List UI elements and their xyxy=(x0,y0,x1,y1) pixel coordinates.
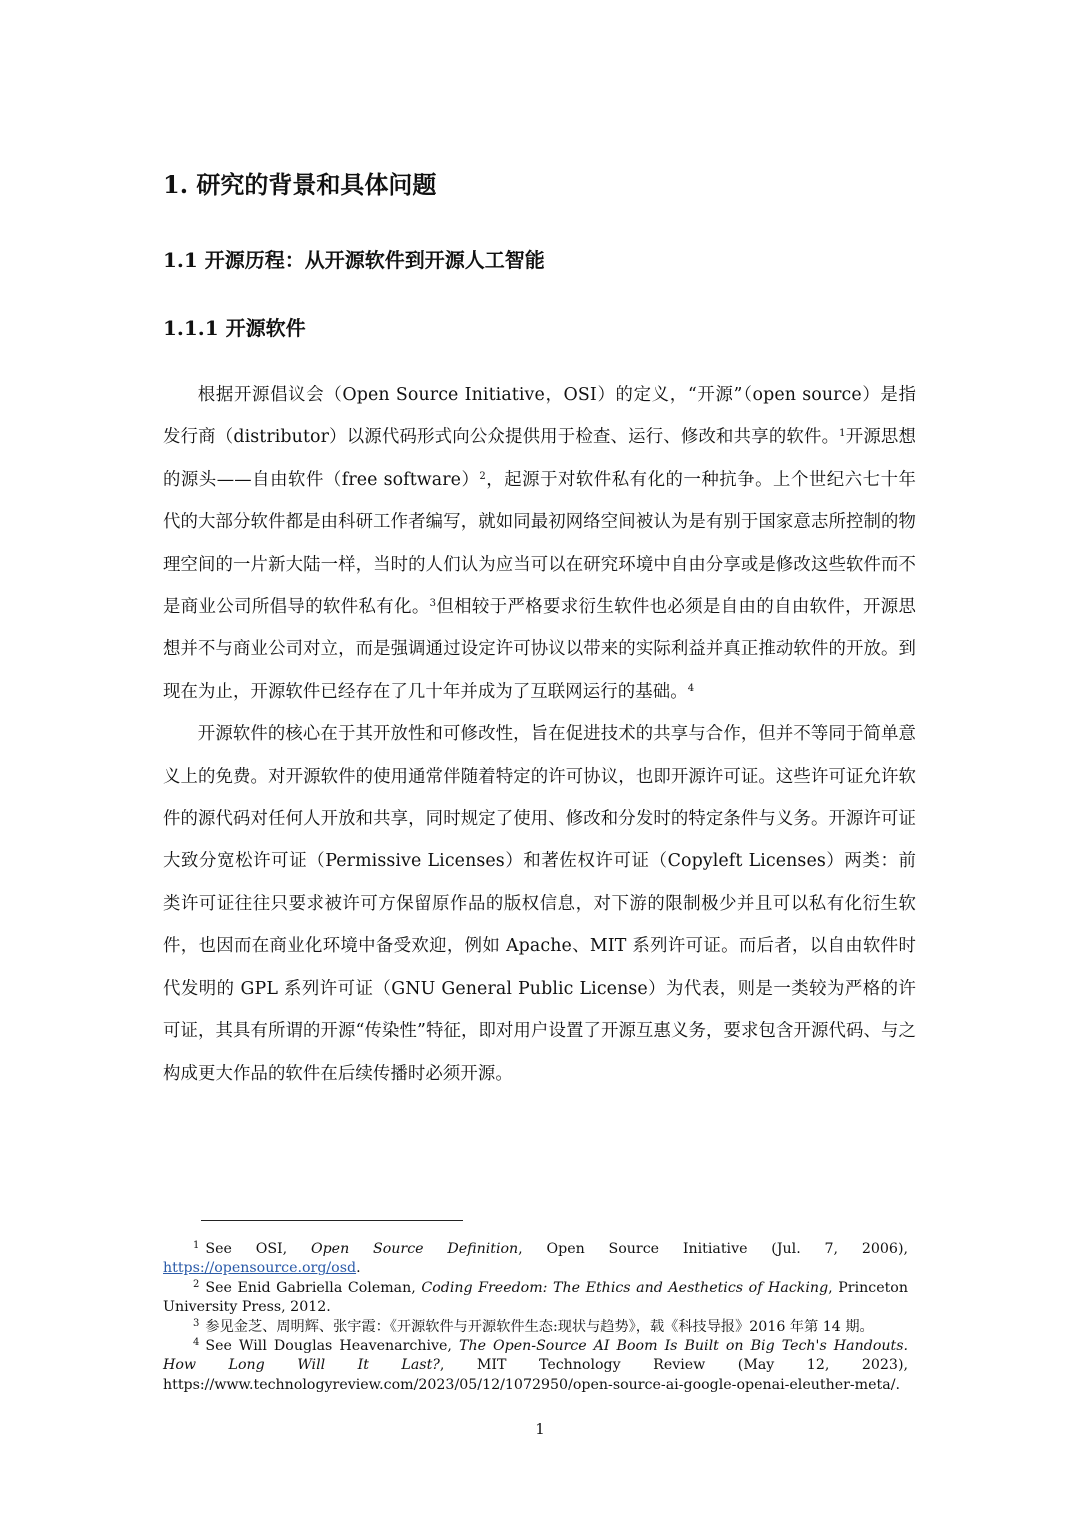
section-heading-1-1: 1.1 开源历程：从开源软件到开源人工智能 xyxy=(163,248,545,272)
footnote-1-link[interactable]: https://opensource.org/osd xyxy=(163,1260,357,1277)
para1-text-4: 但相较于严格要求衍生软件也必须是自由的自由软件，开源思想并不与商业公司对立，而是强调通过设定许可协议以带来的实际利益并真正推动软件的开放。到现在为止，开源软件已经存在了几十年并成为了互联网运行的基础。 xyxy=(163,597,916,702)
para1-text-3: ，起源于对软件私有化的一种抗争。上个世纪六七十年代的大部分软件都是由科研工作者编写，就如同最初网络空间被认为是有别于国家意志所控制的物理空间的一片新大陆一样，当时的人们认为应当可以在研究环境中自由分享或是修改这些软件而不是商业公司所倡导的软件私有化。 xyxy=(163,469,916,618)
footnote-ref-3[interactable]: 3 xyxy=(429,598,437,610)
footnote-2: $^2$ See Enid Gabriella Coleman, Coding Freedom: The Ethics and Aesthetics of Hacking, Princeton University Press, 2012. xyxy=(163,1278,908,1316)
para1-text-2: 开源思想的源头——自由软件（free software） xyxy=(163,427,916,490)
footnote-ref-4[interactable]: 4 xyxy=(687,682,695,694)
footnotes xyxy=(163,1240,908,1395)
page-number: 1 xyxy=(535,1420,545,1438)
paragraph-2: 开源软件的核心在于其开放性和可修改性，旨在促进技术的共享与合作，但并不等同于简单意义上的免费。对开源软件的使用通常伴随着特定的许可协议，也即开源许可证。这些许可证允许软件的源代码对任何人开放和共享，同时规定了使用、修改和分发时的特定条件与义务。开源许可证大致分宽松许可证（Permissive Licenses）和著佐权许可证（Copyleft Licenses）两类：前类许可证往往只要求被许可方保留原作品的版权信息，对下游的限制极少并且可以私有化衍生软件，也因而在商业化环境中备受欢迎，例如 Apache、MIT 系列许可证。而后者，以自由软件时代发明的 GPL 系列许可证（GNU General Public License）为代表，则是一类较为严格的许可证，其具有所谓的开源“传染性”特征，即对用户设置了开源互惠义务，要求包含开源代码、与之构成更大作品的软件在后续传播时必须开源。 xyxy=(163,724,916,1084)
footnote-separator xyxy=(201,1220,463,1221)
footnote-ref-1[interactable]: 1 xyxy=(839,428,846,440)
body-text xyxy=(163,374,916,1095)
footnote-1: $^1$ See OSI, Open Source Definition, Open Source Initiative (Jul. 7, 2006), https://opensource.org/osd. xyxy=(163,1240,908,1277)
footnote-3: $^3$ 参见金芝、周明辉、张宇霞：《开源软件与开源软件生态:现状与趋势》，载《科技导报》2016 年第 14 期。 xyxy=(193,1317,874,1335)
section-heading-1: 1. 研究的背景和具体问题 xyxy=(163,170,437,199)
paragraph-1 xyxy=(163,374,916,713)
footnote-ref-2[interactable]: 2 xyxy=(479,470,486,482)
footnote-4: $^4$ See Will Douglas Heavenarchive, The Open-Source AI Boom Is Built on Big Tech's Handouts. How Long Will It Last?, MIT Technology Review (May 12, 2023), https://www.technologyreview.com/2023/05/12/1072950/open-source-ai-google-openai-eleuther-meta/. xyxy=(163,1337,908,1393)
para1-text-1: 根据开源倡议会（Open Source Initiative，OSI）的定义，“开源”（open source）是指发行商（distributor）以源代码形式向公众提供用于检查、运行、修改和共享的软件。 xyxy=(163,385,916,448)
section-heading-1-1-1: 1.1.1 开源软件 xyxy=(163,316,306,340)
